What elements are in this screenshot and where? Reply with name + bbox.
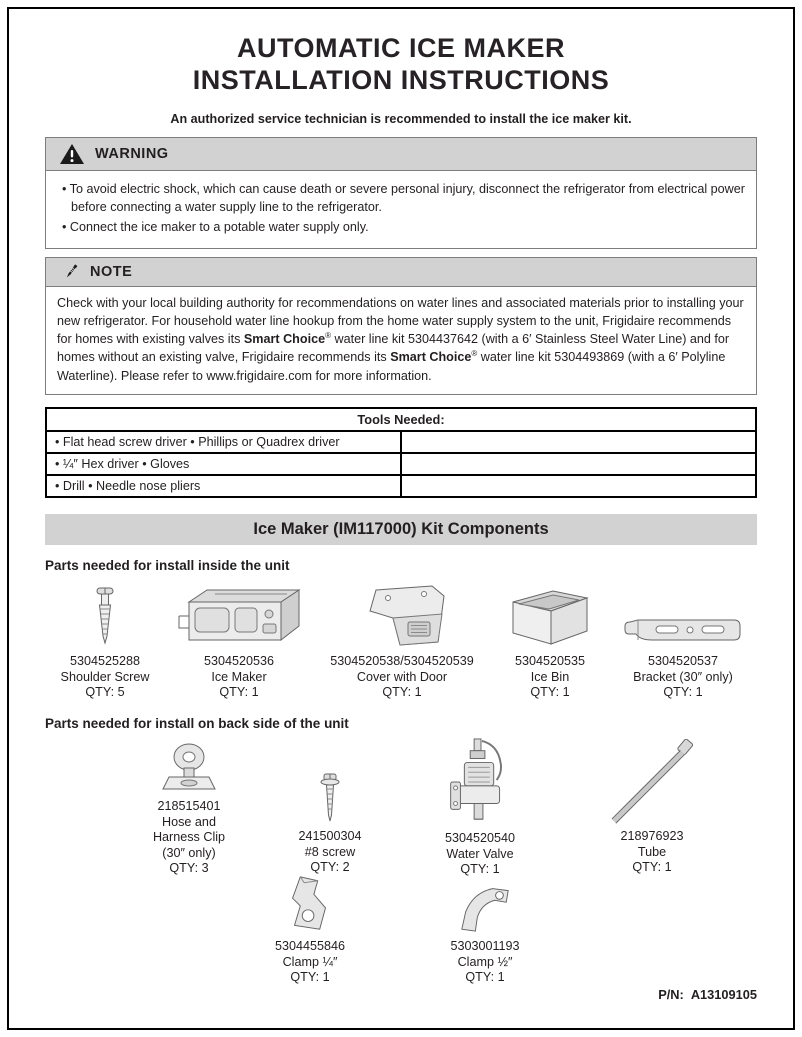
page-title <box>45 32 757 97</box>
tools-row-2-empty-cell <box>401 453 756 475</box>
bracket-image <box>622 582 744 648</box>
part-qty: QTY: 2 <box>310 860 350 875</box>
kit-components-section-title: Ice Maker (IM117000) Kit Components <box>45 514 757 545</box>
part-qty: QTY: 1 <box>382 685 422 700</box>
pn-value: A13109105 <box>690 986 757 1002</box>
part-number8-screw <box>270 773 390 876</box>
part-half-inch-clamp <box>415 879 555 986</box>
tools-row-2: • ¼″ Hex driver • Gloves <box>46 453 401 475</box>
ice-maker-image <box>173 582 305 648</box>
part-name: Shoulder Screw <box>60 669 150 684</box>
part-name: Tube <box>637 844 667 859</box>
part-qty: QTY: 1 <box>219 685 259 700</box>
brand-smart-choice-2: Smart Choice <box>390 350 472 365</box>
title-line-2: INSTALLATION INSTRUCTIONS <box>192 65 610 96</box>
warning-box <box>45 137 757 249</box>
warning-icon <box>59 143 85 165</box>
part-number: 5304525288 <box>69 654 141 669</box>
part-number: 218515401 <box>157 798 221 813</box>
back-parts-heading: Parts needed for install on back side of the unit <box>45 715 349 731</box>
part-number: 5304455846 <box>274 938 346 953</box>
shoulder-screw-image <box>92 582 118 648</box>
technician-recommendation: An authorized service technician is recommended to install the ice maker kit. <box>170 111 632 126</box>
part-qty: QTY: 1 <box>632 860 672 875</box>
warning-header <box>46 138 756 171</box>
part-ice-bin <box>493 582 608 701</box>
part-number: 218976923 <box>620 828 684 843</box>
brand-smart-choice-1: Smart Choice <box>243 332 326 347</box>
note-text-1: Check with your local building authority for recommendations on water lines and associated materials prior to installing your new refrigerator. For household water line hookup from the home water supply system to the unit, Frigidaire recommends for homes with existing valves its <box>57 295 744 347</box>
part-qty: QTY: 1 <box>530 685 570 700</box>
registered-mark-2: ® <box>471 349 478 359</box>
part-name: Ice Maker <box>211 669 267 684</box>
part-name: Clamp ¼″ <box>282 954 338 969</box>
water-valve-image <box>444 737 516 827</box>
part-quarter-inch-clamp <box>240 873 380 986</box>
tools-needed-table <box>45 407 757 498</box>
part-number: 5304520540 <box>444 830 516 845</box>
warning-bullet-2: • Connect the ice maker to a potable water supply only. <box>62 220 369 235</box>
warning-body <box>46 171 756 248</box>
note-icon <box>62 262 80 282</box>
part-number-footer <box>45 987 757 1002</box>
ice-bin-image <box>501 582 599 648</box>
part-number: 5303001193 <box>450 938 520 953</box>
part-tube <box>577 739 727 876</box>
note-text-3: water line kit 5304493869 (with a 6′ Polyline Waterline). Please refer to www.frigidaire.com for more information. <box>57 350 726 383</box>
part-name: Cover with Door <box>356 669 448 684</box>
part-number: 5304520538/5304520539 <box>330 654 474 669</box>
part-shoulder-screw <box>45 582 165 701</box>
part-qty: QTY: 1 <box>663 685 703 700</box>
note-text-2: water line kit 5304437642 (with a 6′ Stainless Steel Water Line) and for homes without an existing valve, Frigidaire recommends its <box>57 332 730 365</box>
tools-row-3: • Drill • Needle nose pliers <box>46 475 401 497</box>
part-qty: QTY: 1 <box>290 970 330 985</box>
title-line-1: AUTOMATIC ICE MAKER <box>237 33 565 63</box>
note-box <box>45 257 757 396</box>
part-qty: QTY: 3 <box>169 861 209 876</box>
inside-parts-grid <box>45 582 757 701</box>
tube-image <box>597 739 707 825</box>
cover-with-door-image <box>346 582 458 648</box>
part-qty: QTY: 1 <box>465 970 505 985</box>
tools-row-3-empty-cell <box>401 475 756 497</box>
part-cover-with-door <box>313 582 491 701</box>
number8-screw-image <box>317 773 343 825</box>
part-water-valve <box>415 737 545 878</box>
part-name: #8 screw <box>304 844 356 859</box>
note-body <box>46 287 756 395</box>
part-name: Bracket (30″ only) <box>633 669 733 684</box>
tools-row-1: • Flat head screw driver • Phillips or Quadrex driver <box>46 431 401 453</box>
table-row <box>46 431 756 453</box>
part-name: Ice Bin <box>530 669 570 684</box>
quarter-inch-clamp-image <box>278 873 342 935</box>
table-row <box>46 453 756 475</box>
part-name: Clamp ½″ <box>457 954 513 969</box>
part-ice-maker <box>167 582 312 701</box>
part-qty: QTY: 5 <box>85 685 125 700</box>
table-row <box>46 475 756 497</box>
part-name: Hose and Harness Clip (30″ only) <box>152 814 226 860</box>
part-number: 5304520535 <box>514 654 586 669</box>
half-inch-clamp-image <box>453 879 517 935</box>
pn-label: P/N: <box>658 986 684 1002</box>
warning-bullet-1: • To avoid electric shock, which can cause death or severe personal injury, disconnect the refrigerator from electrical power before connecting a water supply line to the refrigerator. <box>62 181 745 215</box>
part-qty: QTY: 1 <box>460 862 500 877</box>
part-number: 5304520536 <box>203 654 275 669</box>
part-number: 241500304 <box>298 828 362 843</box>
part-name: Water Valve <box>446 846 514 861</box>
tools-row-1-empty-cell <box>401 431 756 453</box>
part-number: 5304520537 <box>647 654 719 669</box>
note-title: NOTE <box>90 263 133 280</box>
tools-table-header: Tools Needed: <box>46 408 756 431</box>
back-parts-grid <box>45 737 757 985</box>
inside-parts-heading: Parts needed for install inside the unit <box>45 558 290 574</box>
warning-title: WARNING <box>95 145 169 162</box>
hose-harness-clip-image <box>159 737 219 795</box>
registered-mark-1: ® <box>325 331 331 341</box>
part-hose-harness-clip <box>133 737 245 877</box>
part-bracket <box>609 582 757 701</box>
note-header <box>46 258 756 287</box>
